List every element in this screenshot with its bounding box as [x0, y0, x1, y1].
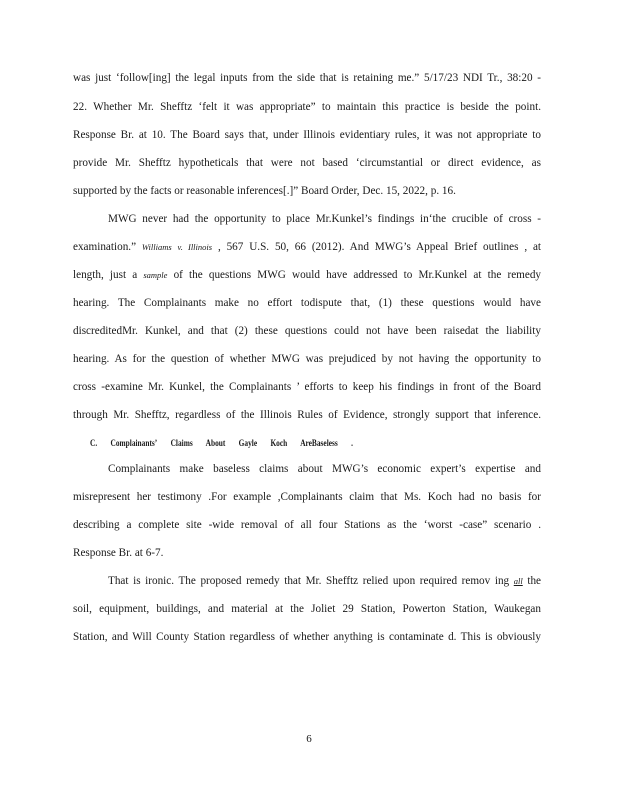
body-text-span: , 567 U.S. 50, 66 (2012). And MWG’s Appeal Brief outlines , at [217, 241, 541, 253]
case-citation-name: Williams [141, 242, 172, 252]
body-text-line: was just ‘follow[ing] the legal inputs from the side that is retaining me.” 5/17/23 NDI Tr., 38:20 - [73, 72, 541, 84]
body-text-span: of the questions MWG would have addressed to Mr.Kunkel at the remedy [167, 269, 541, 281]
body-text-line: Station, and Will County Station regardless of whether anything is contaminate d. This is obviously [73, 631, 541, 643]
body-text-line: Complainants make baseless claims about MWG’s economic expert’s expertise and [108, 463, 541, 475]
body-text-line: hearing. The Complainants make no effort todispute that, (1) these questions would have [73, 297, 541, 309]
body-text-line [73, 240, 541, 254]
body-text-line: Response Br. at 10. The Board says that, under Illinois evidentiary rules, it was not appropriate to [73, 129, 541, 141]
body-text-line [73, 268, 541, 282]
section-heading-word: AreBaseless [300, 438, 338, 448]
body-text-span: length, just a [73, 269, 144, 281]
body-text-line: cross -examine Mr. Kunkel, the Complainants ’ efforts to keep his findings in front of the Board [73, 381, 541, 393]
case-citation-name: v. Illinois [177, 242, 213, 252]
body-text-line: discreditedMr. Kunkel, and that (2) these questions could not have been raisedat the liability [73, 325, 541, 337]
section-heading [90, 436, 364, 450]
section-heading-word: . [351, 438, 353, 448]
body-text-span: That is ironic. The proposed remedy that Mr. Shefftz relied upon required remov ing [108, 575, 514, 587]
body-text-line: supported by the facts or reasonable inferences[.]” Board Order, Dec. 15, 2022, p. 16. [73, 185, 456, 197]
body-text-span: examination.” [73, 241, 142, 253]
body-text-line: hearing. As for the question of whether MWG was prejudiced by not having the opportunity to [73, 353, 541, 365]
body-text-line: misrepresent her testimony .For example ,Complainants claim that Ms. Koch had no basis for [73, 491, 541, 503]
page-number: 6 [306, 733, 312, 745]
body-text-line: describing a complete site -wide removal of all four Stations as the ‘worst -case” scenario . [73, 519, 541, 531]
body-text-line: through Mr. Shefftz, regardless of the Illinois Rules of Evidence, strongly support that inference. [73, 409, 541, 421]
emphasis-text: all [513, 576, 523, 586]
body-text-line: MWG never had the opportunity to place Mr.Kunkel’s findings in‘the crucible of cross - [108, 213, 541, 225]
section-heading-word: About [205, 438, 226, 448]
body-text-line [108, 574, 541, 588]
body-text-span: the [522, 575, 541, 587]
body-text-line: Response Br. at 6-7. [73, 547, 164, 559]
section-heading-word: Gayle [238, 438, 258, 448]
section-heading-word: Complainants’ [110, 438, 158, 448]
body-text-line: soil, equipment, buildings, and material at the Joliet 29 Station, Powerton Station, Waukegan [73, 603, 541, 615]
body-text-line: 22. Whether Mr. Shefftz ‘felt it was appropriate” to maintain this practice is beside the point. [73, 101, 541, 113]
section-heading-word: Claims [170, 438, 193, 448]
body-text-line: provide Mr. Shefftz hypotheticals that were not based ‘circumstantial or direct evidence, as [73, 157, 541, 169]
section-heading-word: Koch [270, 438, 288, 448]
section-heading-label: C. [90, 438, 98, 448]
emphasis-text: sample [143, 270, 168, 280]
